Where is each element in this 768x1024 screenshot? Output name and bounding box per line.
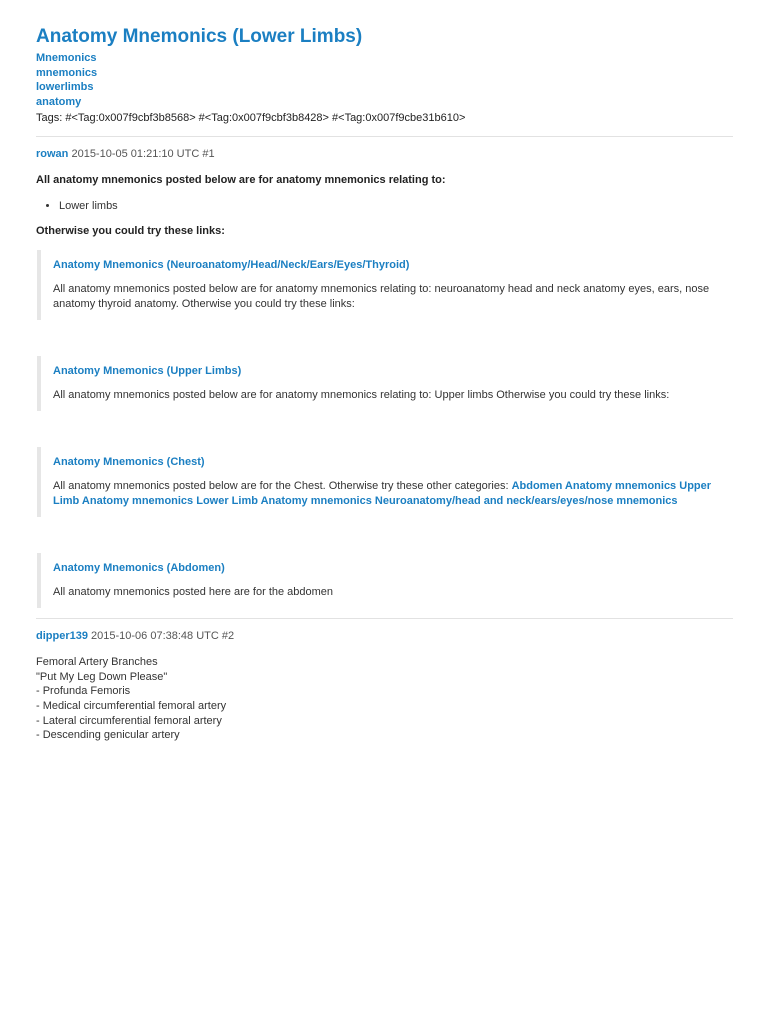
post-line: - Descending genicular artery: [36, 729, 180, 742]
divider: [36, 618, 733, 619]
links-intro: Otherwise you could try these links:: [36, 224, 225, 237]
post: [36, 629, 733, 743]
quote-block: [37, 250, 733, 320]
quote-body: All anatomy mnemonics posted below are for anatomy mnemonics relating to: neuroanatomy head and neck anatomy eyes, ears, nose anatomy thyroid anatomy. Otherwise you could try these links:: [53, 282, 710, 310]
quote-title-link[interactable]: Anatomy Mnemonics (Neuroanatomy/Head/Neck/Ears/Eyes/Thyroid): [53, 258, 410, 271]
list-item: • Lower limbs: [59, 199, 733, 213]
post-line: "Put My Leg Down Please": [36, 670, 168, 683]
quote-title-link[interactable]: Anatomy Mnemonics (Upper Limbs): [53, 364, 242, 377]
quote-body: All anatomy mnemonics posted below are for anatomy mnemonics relating to: Upper limbs Otherwise you could try these links:: [53, 388, 670, 401]
category-inline-link[interactable]: Lower Limb Anatomy mnemonics: [196, 494, 372, 507]
post-line: - Medical circumferential femoral artery: [36, 699, 227, 712]
category-inline-link[interactable]: Neuroanatomy/head and neck/ears/eyes/nose mnemonics: [374, 494, 678, 507]
quote-block: [37, 553, 733, 608]
quote-block: [37, 356, 733, 411]
quote-title-link[interactable]: Anatomy Mnemonics (Chest): [53, 455, 205, 468]
quote-title-link[interactable]: Anatomy Mnemonics (Abdomen): [53, 561, 225, 574]
category-link[interactable]: anatomy: [36, 96, 82, 109]
post-header: [36, 629, 733, 643]
page-title: Anatomy Mnemonics (Lower Limbs): [36, 26, 363, 47]
post-intro: All anatomy mnemonics posted below are for anatomy mnemonics relating to:: [36, 173, 446, 186]
post-line: Femoral Artery Branches: [36, 655, 158, 668]
tags-line: Tags: #<Tag:0x007f9cbf3b8568> #<Tag:0x007f9cbf3b8428> #<Tag:0x007f9cbe31b610>: [36, 111, 466, 124]
category-link[interactable]: Mnemonics: [36, 52, 97, 64]
post: [36, 147, 733, 608]
quote-block: [37, 447, 733, 517]
quote-body: All anatomy mnemonics posted here are for the abdomen: [53, 585, 334, 598]
post-author-link[interactable]: dipper139: [36, 629, 88, 642]
category-inline-link[interactable]: Upper Limb Anatomy mnemonics: [53, 479, 712, 507]
post-line: - Profunda Femoris: [36, 685, 131, 698]
post-header: [36, 147, 733, 161]
bullet-list: [36, 199, 733, 213]
category-list: [36, 51, 733, 110]
divider: [36, 136, 733, 137]
category-link[interactable]: mnemonics: [36, 66, 98, 79]
category-link[interactable]: lowerlimbs: [36, 81, 94, 94]
category-inline-link[interactable]: Abdomen Anatomy mnemonics: [511, 479, 677, 492]
post-line: - Lateral circumferential femoral artery: [36, 714, 222, 727]
post-body: [36, 655, 733, 743]
post-meta: 2015-10-06 07:38:48 UTC #2: [87, 629, 235, 642]
post-author-link[interactable]: rowan: [36, 147, 69, 160]
post-meta: 2015-10-05 01:21:10 UTC #1: [68, 147, 215, 160]
quote-body: [53, 479, 733, 509]
quote-body-text: All anatomy mnemonics posted below are for the Chest. Otherwise try these other categories:: [53, 479, 512, 492]
